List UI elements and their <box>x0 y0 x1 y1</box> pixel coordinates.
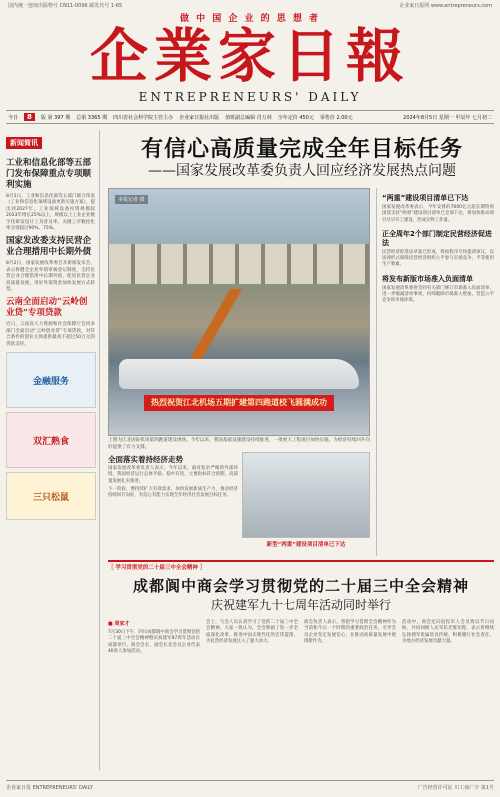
subsection-title: 将发布新版市场准入负面清单 <box>382 274 473 283</box>
inset-photo <box>242 452 370 538</box>
brief-body: 8月2日，国家发展改革委召开新闻发布会，表示将健全企业外债审核登记制度，支持民营企业合理借用中长期外债，促进民营企业高质量发展，用好外债资金加快发展方式转型。 <box>6 261 95 293</box>
subsection-title: 正全周年2个部门制定民营经济促进法 <box>382 229 492 247</box>
brief-body: 8月1日，工业和信息化部等五部门联合印发《工业和信息化领域设备更新实施方案》，提出到2027年，工业领域设备投资规模较2023年增长25%以上，规模以上工业企业数字化研发设计工具普及率、关键工序数控化率分别超过90%、75%。 <box>6 194 95 232</box>
issue-item: 版 第 397 期 <box>40 114 71 121</box>
issue-item: 企业家日报社出版 <box>179 114 220 121</box>
advertisement[interactable]: 三只松鼠 <box>6 472 96 520</box>
section-divider <box>108 560 494 562</box>
excavator-image <box>149 289 309 359</box>
page-count-badge: 8 <box>24 113 35 121</box>
brief-title[interactable]: 工业和信息化部等五部门发布保障重点专项顺利实施 <box>6 158 92 190</box>
issue-item: 零售价 2.00元 <box>319 114 353 121</box>
photo-banner: 热烈祝贺江北机场五期扩建第四跑道校飞圆满成功 <box>144 395 334 411</box>
body-column <box>304 620 396 770</box>
body-text: 活动中，商会还向退役军人会员致以节日问候，共同回顾人民军队光辉历程，表示将继续弘扬拥军优属优良传统，积极履行社会责任，为地方经济发展贡献力量。 <box>402 620 494 644</box>
brief-body: 近日，云南省人力资源和社会保障厅会同多部门全面启动“云岭创业贷”专项贷款，对符合条件的创业主体提供最高不超过50万元的贷款支持。 <box>6 322 95 347</box>
masthead-slogan: 做 中 国 企 业 的 思 想 者 <box>179 14 321 24</box>
masthead-english: ENTREPRENEURS' DAILY <box>138 90 362 104</box>
body-text: 商会负责人表示，将把学习贯彻全会精神作为当前和今后一个时期的重要政治任务，引导会员企业坚定发展信心，在推动高质量发展中展现新作为。 <box>304 620 396 644</box>
issue-date: 2024年8月5日 星期一 甲辰年 七月初二 <box>403 114 492 121</box>
subsection-title: “两重”建设项目清单已下达 <box>382 194 469 202</box>
topic-strip-label: ［ 学习贯彻党的二十届三中全会精神 ］ <box>108 565 206 571</box>
lead-headline[interactable]: 有信心高质量完成全年目标任务 <box>140 136 463 162</box>
footer-left: 企业家日报 ENTREPRENEURS' DAILY <box>6 785 93 791</box>
body-column <box>402 620 494 770</box>
lead-photo <box>108 188 370 436</box>
subsection-body: 国家发展改革委表示，今年安排的7000亿元超长期特别国债支持“两重”建设项目清单已全部下达，将加快推动项目尽早开工建设，形成实物工作量。 <box>382 205 494 223</box>
body-column <box>206 620 298 770</box>
registration-info: 国内统一连续出版物号 CN11-0096 邮发代号 1-65 <box>8 3 123 9</box>
issue-info-bar <box>6 110 494 124</box>
masthead-title: 企業家日報 <box>89 22 410 90</box>
second-article-columns <box>108 620 494 770</box>
lead-subheadline: ——国家发展改革委负责人回应经济发展热点问题 <box>148 163 456 179</box>
issue-item: 总第 3365 期 <box>76 114 108 121</box>
second-subheadline: 庆祝建军九十七周年活动同时举行 <box>210 598 391 612</box>
website-info: 企业家日报网 www.entrepreneurs.com <box>399 3 492 9</box>
byline: ■ 周家才 <box>108 621 130 627</box>
section-label: 新闻简讯 <box>6 137 42 149</box>
inset-caption: 新型“两重”建设项目清单已下达 <box>266 542 346 548</box>
body-column <box>108 620 200 770</box>
lead-right-column <box>376 188 494 556</box>
brief-title[interactable]: 云南全面启动“云岭创业贷”专项贷款 <box>6 297 88 319</box>
body-subhead: 全面落实着持经济走势 <box>108 455 183 464</box>
body-column <box>108 452 238 552</box>
airplane-image <box>119 359 359 389</box>
body-text: 国家发展改革委负责人表示，今年以来，面对复杂严峻的外部环境，我国经济运行总体平稳、稳中有进，主要指标符合预期，高质量发展扎实推进。 <box>108 466 238 484</box>
issue-item: 值班副总编辑 肖万林 <box>225 114 272 121</box>
advertisement[interactable]: 双汇熟食 <box>6 412 96 468</box>
brief-title[interactable]: 国家发改委支持民营企业合理措用中长期外债 <box>6 236 92 258</box>
body-text: 会上，与会人员认真学习了党的二十届三中全会精神，大家一致认为，全会擘画了进一步全面深化改革、推进中国式现代化的宏伟蓝图，为民营经济发展注入了强大动力。 <box>206 620 298 644</box>
issue-item: 四川省社会科学院主管主办 <box>113 114 174 121</box>
subsection-body: 国家发展改革委将会同有关部门修订市场准入负面清单，进一步缩减清单事项，持续破除市场准入壁垒，营造公平竞争的市场环境。 <box>382 285 494 304</box>
advertisement[interactable]: 金融服务 <box>6 352 96 408</box>
news-brief-column <box>6 130 100 770</box>
storage-tanks-image <box>109 244 370 284</box>
issue-item: 全年定价 450元 <box>277 114 314 121</box>
photo-credit: 本报记者 摄 <box>115 195 148 204</box>
subsection-body: 民营经济促进法草案已形成，将按程序尽快提请审议，以法律形式保障民营经济组织公平参与市场竞争、平等使用生产要素。 <box>382 249 494 268</box>
footer-right: 广告经营许可证 川工商广字 第1号 <box>417 785 494 791</box>
body-text: 下一阶段，要持续扩大有效需求，加快发展新质生产力，推动经济持续回升向好，有信心有能力实现全年经济社会发展目标任务。 <box>108 486 238 499</box>
second-headline[interactable]: 成都阆中商会学习贯彻党的二十届三中全会精神 <box>132 577 469 595</box>
lead-body-columns <box>108 452 238 552</box>
body-text: 7月30日下午，四川成都阆中商会学习贯彻党的二十届三中全会精神暨庆祝建军97周年活动在成都举行，商会会长、副会长及会员企业代表40余人参加活动。 <box>108 630 200 654</box>
top-strip <box>0 0 500 10</box>
today-label: 今日 <box>8 114 19 121</box>
photo-caption: 上图为江北国际机场第四跑道建设现场。今年以来，我国基础设施建设持续推进，一批重大工程项目加快实施，为经济持续回升向好提供了有力支撑。 <box>108 438 370 450</box>
page-footer <box>6 780 494 791</box>
